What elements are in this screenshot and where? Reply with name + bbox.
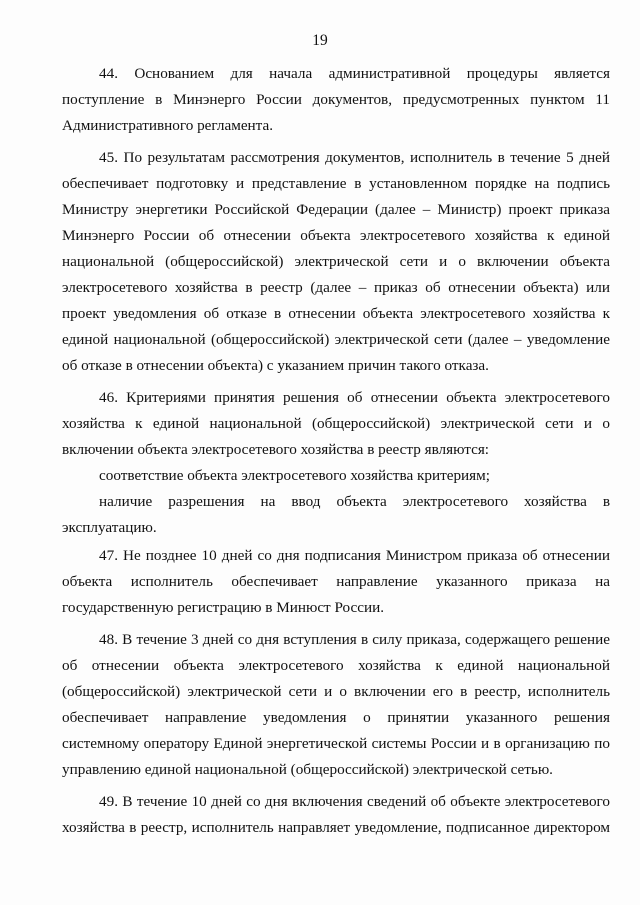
text-line: (общероссийской) электрической сети и о включении его в реестр, исполнитель: [62, 683, 610, 700]
text-line: включении объекта электросетевого хозяйства в реестр являются:: [62, 441, 490, 458]
text-line: единой национальной (общероссийской) электрической сети (далее – уведомление: [62, 331, 610, 348]
text-line: Министру энергетики Российской Федерации (далее – Министр) проект приказа: [62, 201, 610, 218]
text-line: 45. По результатам рассмотрения документов, исполнитель в течение 5 дней: [99, 149, 610, 166]
text-line: наличие разрешения на ввод объекта электросетевого хозяйства в: [99, 493, 610, 510]
text-line: хозяйства в реестр, исполнитель направляет уведомление, подписанное директором: [62, 819, 610, 836]
text-line: 49. В течение 10 дней со дня включения сведений об объекте электросетевого: [99, 793, 610, 810]
text-line: соответствие объекта электросетевого хозяйства критериям;: [99, 467, 491, 484]
text-line: национальной (общероссийской) электрической сети и о включении объекта: [62, 253, 610, 270]
text-line: управлению единой национальной (общероссийской) электрической сетью.: [62, 761, 553, 778]
text-line: об отнесении объекта электросетевого хозяйства к единой национальной: [62, 657, 610, 674]
text-line: государственную регистрацию в Минюст России.: [62, 599, 385, 616]
text-line: электросетевого хозяйства в реестр (далее – приказ об отнесении объекта) или: [62, 279, 610, 296]
text-line: 47. Не позднее 10 дней со дня подписания Министром приказа об отнесении: [99, 547, 610, 564]
text-line: хозяйства к единой национальной (общероссийской) электрической сети и о: [62, 415, 610, 432]
text-line: Административного регламента.: [62, 117, 274, 134]
text-line: Минэнерго России об отнесении объекта электросетевого хозяйства к единой: [62, 227, 610, 244]
text-line: системному оператору Единой энергетической системы России и в организацию по: [62, 735, 610, 752]
text-line: 48. В течение 3 дней со дня вступления в силу приказа, содержащего решение: [99, 631, 610, 648]
text-line: 44. Основанием для начала административной процедуры является: [99, 65, 610, 82]
text-line: 46. Критериями принятия решения об отнесении объекта электросетевого: [99, 389, 610, 406]
text-line: эксплуатацию.: [62, 519, 157, 536]
text-line: проект уведомления об отказе в отнесении объекта электросетевого хозяйства к: [62, 305, 610, 322]
text-line: поступление в Минэнерго России документов, предусмотренных пунктом 11: [62, 91, 610, 108]
page-number: 19: [312, 32, 328, 49]
text-line: обеспечивает подготовку и представление в установленном порядке на подпись: [62, 175, 610, 192]
text-line: об отказе в отнесении объекта) с указанием причин такого отказа.: [62, 357, 489, 374]
text-line: обеспечивает направление уведомления о принятии указанного решения: [62, 709, 610, 726]
text-line: объекта исполнитель обеспечивает направление указанного приказа на: [62, 573, 610, 590]
